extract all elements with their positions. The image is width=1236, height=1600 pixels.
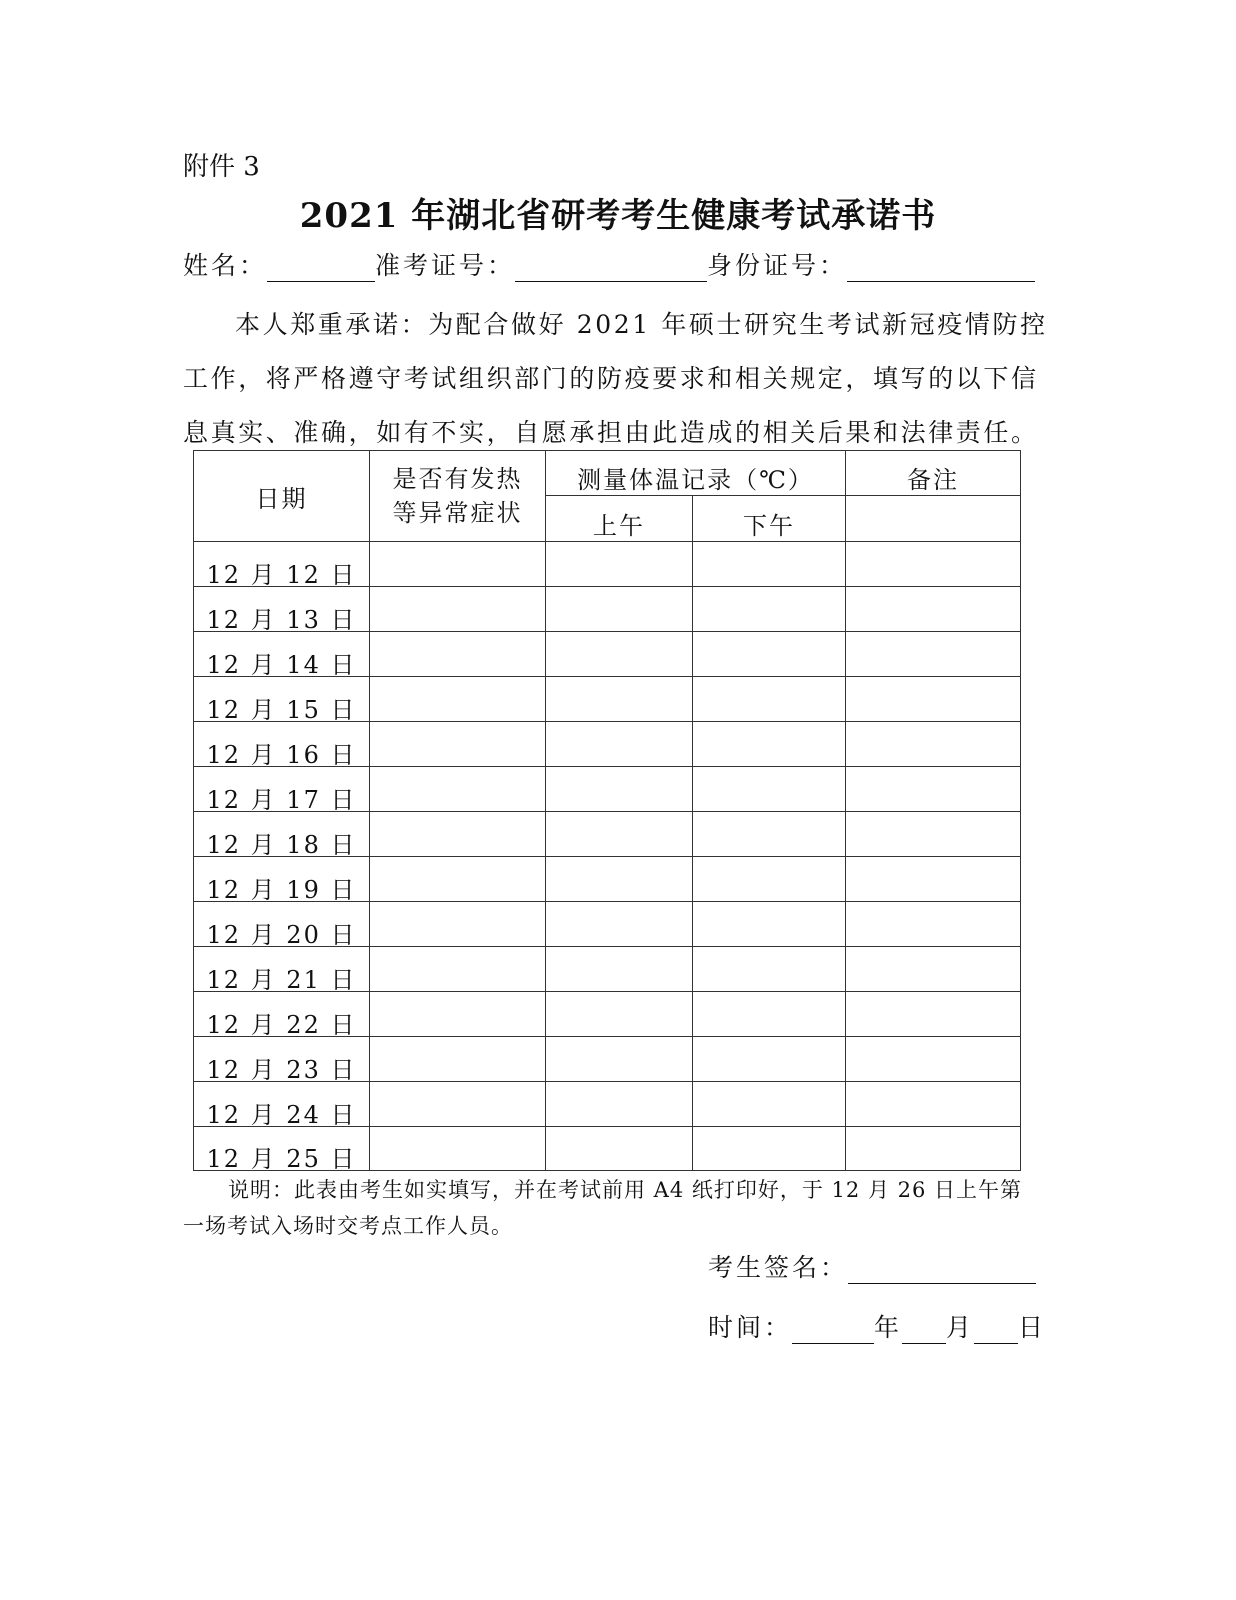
fever-cell[interactable] [370,1127,546,1171]
remark-cell[interactable] [846,1082,1021,1127]
table-row [194,587,1021,632]
pm-temp-cell[interactable] [693,722,846,767]
remark-cell[interactable] [846,902,1021,947]
am-temp-cell[interactable] [546,542,693,587]
time-line [708,1308,1046,1344]
date-cell: 12 月 16 日 [194,722,370,767]
pm-temp-cell[interactable] [693,1082,846,1127]
fever-cell[interactable] [370,812,546,857]
date-cell: 12 月 21 日 [194,947,370,992]
header-pm: 下午 [693,496,846,542]
table-row [194,902,1021,947]
pm-temp-cell[interactable] [693,902,846,947]
day-blank[interactable] [974,1313,1018,1344]
table-row [194,1082,1021,1127]
am-temp-cell[interactable] [546,1127,693,1171]
name-label: 姓名： [183,251,268,280]
id-card-label: 身份证号： [707,251,848,280]
fever-cell[interactable] [370,857,546,902]
fever-cell[interactable] [370,1082,546,1127]
attachment-label: 附件 3 [183,152,260,182]
exam-id-label: 准考证号： [375,251,516,280]
commitment-line-2: 工作，将严格遵守考试组织部门的防疫要求和相关规定，填写的以下信 [183,364,1039,393]
exam-id-blank[interactable] [515,251,707,282]
remark-cell[interactable] [846,857,1021,902]
am-temp-cell[interactable] [546,722,693,767]
date-cell: 12 月 13 日 [194,587,370,632]
table-row [194,857,1021,902]
table-row [194,677,1021,722]
remark-cell[interactable] [846,992,1021,1037]
page-title: 2021 年湖北省研考考生健康考试承诺书 [299,196,937,236]
am-temp-cell[interactable] [546,677,693,722]
fever-cell[interactable] [370,722,546,767]
table-row [194,767,1021,812]
commitment-line-3: 息真实、准确，如有不实，自愿承担由此造成的相关后果和法律责任。 [183,418,1039,447]
pm-temp-cell[interactable] [693,812,846,857]
remark-cell[interactable] [846,947,1021,992]
date-cell: 12 月 22 日 [194,992,370,1037]
date-cell: 12 月 25 日 [194,1127,370,1171]
day-label: 日 [1018,1313,1047,1342]
header-remark-blank [846,496,1021,542]
table-row [194,722,1021,767]
time-label: 时间： [708,1313,793,1342]
header-temperature: 测量体温记录（℃） [546,451,846,496]
date-cell: 12 月 24 日 [194,1082,370,1127]
header-remark: 备注 [846,451,1021,496]
am-temp-cell[interactable] [546,992,693,1037]
table-row [194,542,1021,587]
id-card-blank[interactable] [847,251,1035,282]
header-am: 上午 [546,496,693,542]
pm-temp-cell[interactable] [693,767,846,812]
fever-cell[interactable] [370,1037,546,1082]
remark-cell[interactable] [846,632,1021,677]
note-line-1: 说明：此表由考生如实填写，并在考试前用 A4 纸打印好，于 12 月 26 日上午第 [228,1178,1023,1202]
table-row [194,632,1021,677]
health-record-table [193,450,1021,1171]
table-row [194,1037,1021,1082]
date-cell: 12 月 14 日 [194,632,370,677]
am-temp-cell[interactable] [546,767,693,812]
remark-cell[interactable] [846,587,1021,632]
name-blank[interactable] [267,251,375,282]
fever-cell[interactable] [370,992,546,1037]
fever-cell[interactable] [370,947,546,992]
pm-temp-cell[interactable] [693,587,846,632]
signature-label: 考生签名： [708,1253,849,1282]
pm-temp-cell[interactable] [693,1127,846,1171]
remark-cell[interactable] [846,1037,1021,1082]
remark-cell[interactable] [846,767,1021,812]
signature-line [708,1248,1036,1284]
date-cell: 12 月 15 日 [194,677,370,722]
date-cell: 12 月 17 日 [194,767,370,812]
date-cell: 12 月 12 日 [194,542,370,587]
fever-cell[interactable] [370,902,546,947]
year-blank[interactable] [792,1313,874,1344]
pm-temp-cell[interactable] [693,992,846,1037]
pm-temp-cell[interactable] [693,677,846,722]
signature-blank[interactable] [848,1253,1036,1284]
fever-cell[interactable] [370,677,546,722]
am-temp-cell[interactable] [546,1082,693,1127]
header-fever-line1: 是否有发热 [392,465,523,493]
am-temp-cell[interactable] [546,587,693,632]
commitment-line-1: 本人郑重承诺：为配合做好 2021 年硕士研究生考试新冠疫情防控 [235,310,1048,339]
date-cell: 12 月 18 日 [194,812,370,857]
fever-cell[interactable] [370,632,546,677]
date-cell: 12 月 20 日 [194,902,370,947]
table-row [194,947,1021,992]
pm-temp-cell[interactable] [693,947,846,992]
pm-temp-cell[interactable] [693,1037,846,1082]
am-temp-cell[interactable] [546,632,693,677]
personal-info-line [183,246,1035,282]
year-label: 年 [874,1313,903,1342]
remark-cell[interactable] [846,677,1021,722]
header-fever [370,451,546,542]
remark-cell[interactable] [846,542,1021,587]
table-row [194,1127,1021,1171]
pm-temp-cell[interactable] [693,632,846,677]
pm-temp-cell[interactable] [693,857,846,902]
date-cell: 12 月 19 日 [194,857,370,902]
table-row [194,992,1021,1037]
remark-cell[interactable] [846,1127,1021,1171]
remark-cell[interactable] [846,812,1021,857]
pm-temp-cell[interactable] [693,542,846,587]
am-temp-cell[interactable] [546,947,693,992]
am-temp-cell[interactable] [546,812,693,857]
am-temp-cell[interactable] [546,1037,693,1082]
fever-cell[interactable] [370,767,546,812]
header-date: 日期 [194,451,370,542]
note-line-2: 一场考试入场时交考点工作人员。 [183,1214,513,1238]
header-fever-line2: 等异常症状 [392,499,523,527]
month-blank[interactable] [902,1313,946,1344]
date-cell: 12 月 23 日 [194,1037,370,1082]
table-row [194,812,1021,857]
month-label: 月 [946,1313,975,1342]
am-temp-cell[interactable] [546,902,693,947]
fever-cell[interactable] [370,587,546,632]
remark-cell[interactable] [846,722,1021,767]
am-temp-cell[interactable] [546,857,693,902]
fever-cell[interactable] [370,542,546,587]
